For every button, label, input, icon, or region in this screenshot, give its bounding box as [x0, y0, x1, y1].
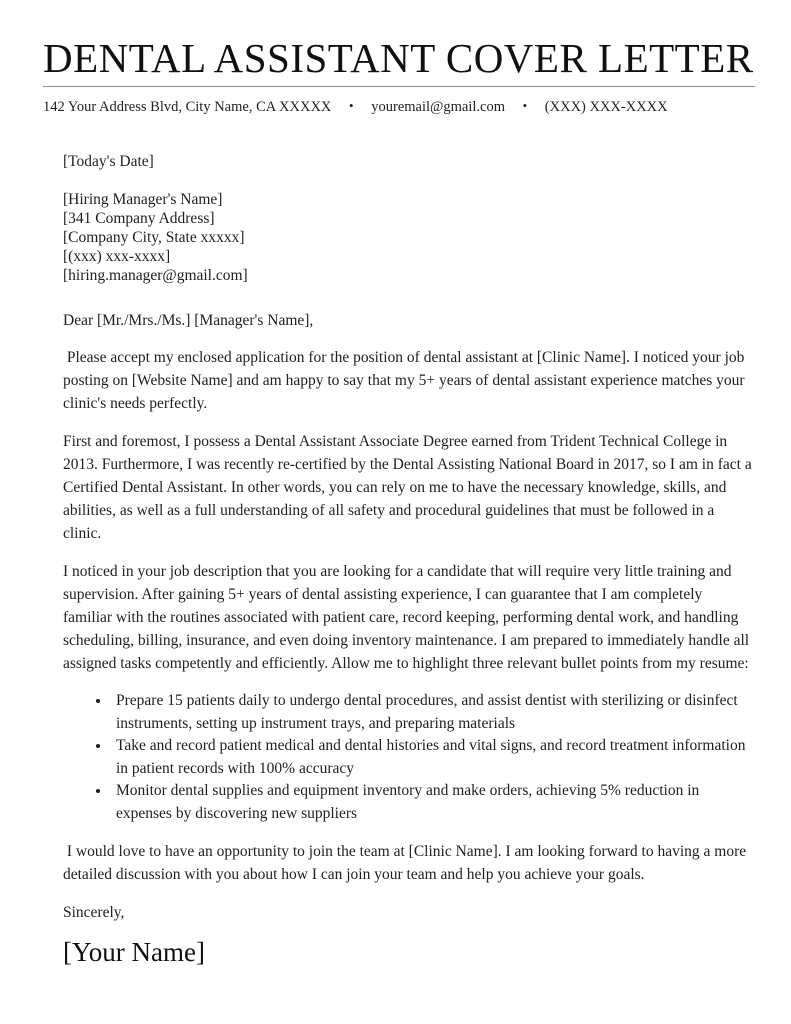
contact-email: youremail@gmail.com — [371, 99, 505, 115]
resume-highlights-list — [63, 690, 753, 826]
paragraph-intro: Please accept my enclosed application for the position of dental assistant at [Clinic Name]. I noticed your job posting on [Website Name] and am happy to say that my 5+ years of dental assistant experience matches your clinic's needs perfectly. — [63, 349, 749, 412]
letter-header — [43, 35, 754, 116]
list-item-monitor-supplies: • Monitor dental supplies and equipment inventory and make orders, achieving 5% reduction in expenses by discovering new suppliers — [111, 780, 753, 825]
title-divider — [43, 86, 755, 87]
contact-phone: (XXX) XXX-XXXX — [544, 99, 668, 115]
letter-body — [63, 152, 756, 967]
salutation: Dear [Mr./Mrs./Ms.] [Manager's Name], — [63, 312, 314, 329]
list-item-record-histories: • Take and record patient medical and dental histories and vital signs, and record treatment information in patient records with 100% accuracy — [111, 735, 753, 780]
recipient-city-line: [Company City, State xxxxx] — [63, 229, 245, 246]
dot-separator-icon: • — [349, 98, 354, 113]
recipient-email-line: [hiring.manager@gmail.com] — [63, 267, 248, 284]
recipient-address-line: [341 Company Address] — [63, 210, 215, 227]
paragraph-closing: I would love to have an opportunity to join the team at [Clinic Name]. I am looking forward to having a more detailed discussion with you about how I can join your team and help you achieve your goals. — [63, 842, 750, 883]
contact-address: 142 Your Address Blvd, City Name, CA XXXXX — [43, 99, 332, 115]
letter-date: [Today's Date] — [63, 153, 154, 170]
paragraph-credentials: First and foremost, I possess a Dental Assistant Associate Degree earned from Trident Technical College in 2013. Furthermore, I was recently re-certified by the Dental Assisting National Board in 2017, so I am in fact a Certified Dental Assistant. In other words, you can rely on me to have the necessary knowledge, skills, and abilities, as well as a full understanding of all safety and procedural guidelines that must be followed in a clinic. — [63, 433, 756, 542]
recipient-name-line: [Hiring Manager's Name] — [63, 191, 223, 208]
recipient-block — [63, 190, 753, 285]
recipient-phone-line: [(xxx) xxx-xxxx] — [63, 248, 171, 265]
list-item-prepare-patients: • Prepare 15 patients daily to undergo dental procedures, and assist dentist with sterilizing or disinfect instruments, setting up instrument trays, and preparing materials — [111, 690, 753, 735]
dot-separator-icon: • — [522, 98, 528, 113]
signature: [Your Name] — [63, 936, 205, 967]
paragraph-experience: I noticed in your job description that you are looking for a candidate that will require very little training and supervision. After gaining 5+ years of dental assisting experience, I can guarantee that I am completely familiar with the routines associated with patient care, record keeping, performing dental work, and handling scheduling, billing, insurance, and even doing inventory maintenance. I am prepared to immediately handle all assigned tasks competently and efficiently. Allow me to highlight three relevant bullet points from my resume: — [63, 563, 753, 672]
valediction: Sincerely, — [63, 903, 125, 921]
contact-line — [43, 99, 748, 116]
page-title: DENTAL ASSISTANT COVER LETTER — [43, 35, 754, 81]
